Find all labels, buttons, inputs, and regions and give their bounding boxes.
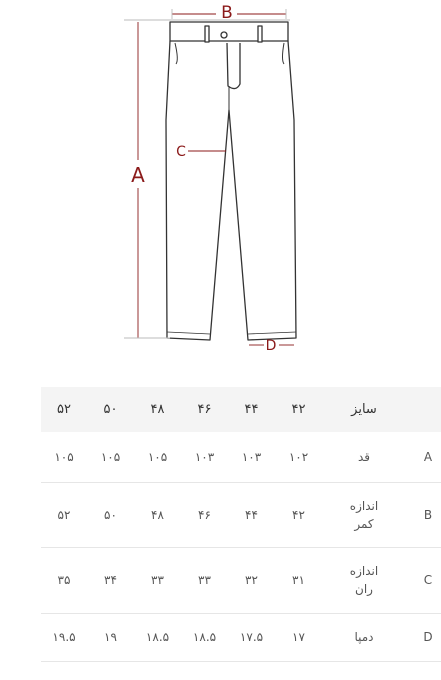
row-code: D	[423, 630, 433, 644]
row-label-line: دمپا	[354, 630, 374, 644]
table-cell: ۱۰۲	[288, 449, 309, 464]
table-cell: ۳۳	[198, 573, 211, 587]
dimension-label-b: B	[221, 3, 233, 23]
dimension-label-c: C	[176, 144, 186, 160]
row-code: C	[423, 573, 433, 587]
header-size: ۵۲	[57, 402, 71, 417]
dimension-label-a: A	[131, 163, 145, 187]
header-size: ۴۶	[197, 402, 212, 417]
table-cell: ۱۰۵	[54, 449, 74, 464]
row-label	[322, 482, 406, 547]
table-cell: ۳۴	[104, 573, 117, 587]
table-cell: ۱۰۵	[147, 449, 168, 464]
table-cell: ۱۸.۵	[145, 630, 170, 644]
row-label-line: قد	[357, 449, 371, 464]
size-table	[41, 387, 441, 662]
table-cell: ۱۷	[292, 630, 305, 644]
row-label-line: کمر	[354, 516, 374, 531]
table-cell: ۱۰۳	[194, 449, 215, 464]
header-size: ۴۴	[244, 402, 259, 417]
table-row	[41, 482, 441, 547]
row-label-line: اندازه	[349, 564, 379, 578]
row-code: B	[423, 507, 433, 522]
row-label	[322, 432, 406, 482]
table-cell: ۵۰	[104, 507, 117, 522]
table-cell: ۱۷.۵	[239, 630, 264, 644]
dimension-label-d: D	[265, 338, 277, 354]
header-size: ۴۸	[150, 402, 165, 417]
header-size: ۴۲	[291, 402, 306, 417]
table-cell: ۵۲	[57, 507, 71, 522]
table-cell: ۳۲	[245, 573, 258, 587]
table-cell: ۱۸.۵	[192, 630, 217, 644]
header-size-label: سایز	[351, 402, 377, 417]
table-cell: ۱۰۳	[241, 449, 262, 464]
table-row	[41, 613, 441, 661]
table-cell: ۳۵	[57, 573, 71, 587]
pants-outline	[166, 22, 296, 340]
table-cell: ۱۰۵	[100, 449, 121, 464]
row-label-line: ران	[355, 582, 373, 596]
header-size: ۵۰	[103, 402, 118, 417]
table-header-row	[41, 387, 441, 432]
dimension-lines	[124, 9, 294, 345]
row-label	[322, 613, 406, 661]
row-label	[322, 547, 406, 613]
table-cell: ۴۲	[292, 507, 305, 522]
row-code: A	[423, 449, 433, 464]
header-blank	[406, 387, 441, 432]
table-row	[41, 547, 441, 613]
table-cell: ۱۹	[104, 630, 117, 644]
row-label-line: اندازه	[349, 498, 379, 513]
table-cell: ۴۴	[245, 507, 258, 522]
table-cell: ۱۹.۵	[52, 630, 76, 644]
table-cell: ۴۶	[198, 507, 211, 522]
table-cell: ۳۱	[292, 573, 305, 587]
table-row	[41, 432, 441, 482]
table-cell: ۴۸	[151, 507, 164, 522]
table-cell: ۳۳	[151, 573, 164, 587]
